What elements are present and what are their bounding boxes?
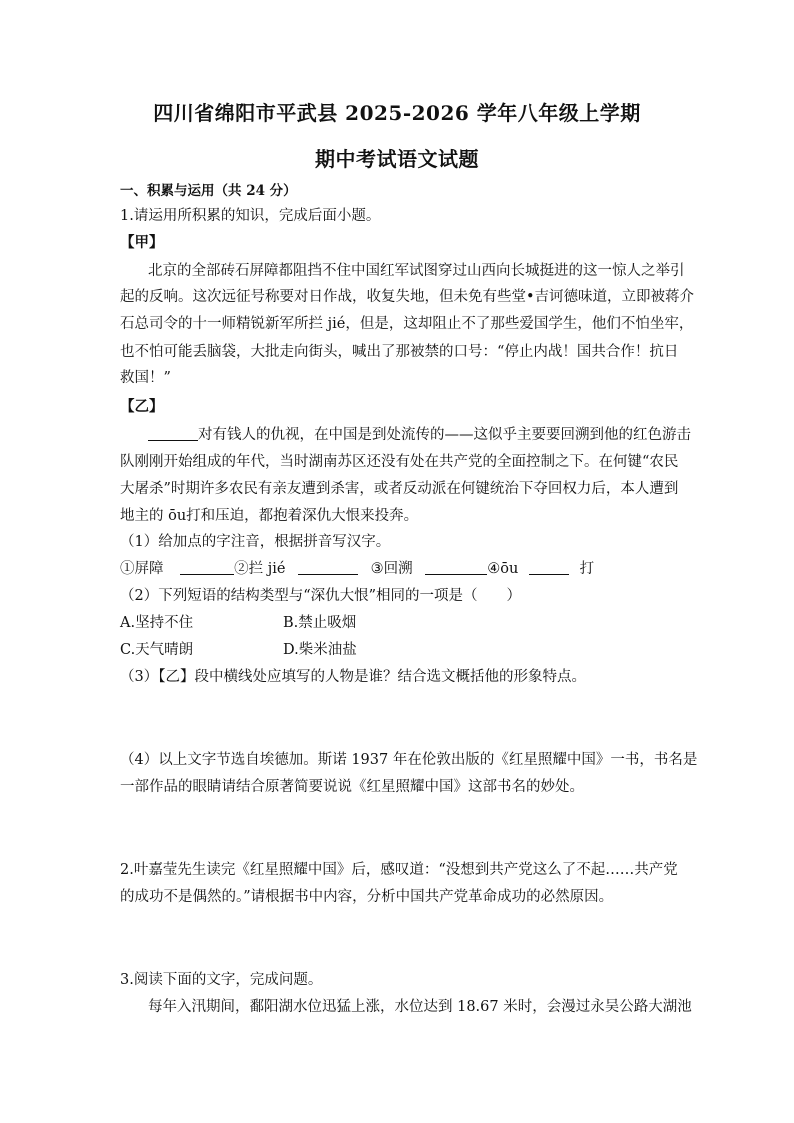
item-ou: ④ōu	[487, 561, 519, 577]
label-yi: 【乙】	[120, 398, 164, 415]
item-huisu: ③回溯	[370, 561, 413, 577]
yi-line-1-text: 对有钱人的仇视，在中国是到处流传的——这似乎主要要回溯到他的红色游击	[198, 427, 691, 443]
item-pingzhang: ①屏障	[120, 561, 164, 577]
jia-line-2: 起的反响。这次远征号称要对日作战，收复失地，但未免有些堂•吉诃德味道，立即被蒋介	[120, 289, 695, 305]
question-2-line-2: 的成功不是偶然的。”请根据书中内容，分析中国共产党革命成功的必然原因。	[120, 889, 614, 905]
jia-line-5: 救国！”	[120, 370, 171, 386]
question-1-2: （2）下列短语的结构类型与“深仇大恨”相同的一项是（ ）	[120, 588, 522, 604]
option-a[interactable]: A.坚持不住	[120, 615, 194, 631]
fill-blank-person[interactable]	[148, 426, 198, 441]
question-1-1-items	[120, 559, 680, 579]
answer-blank-2[interactable]	[298, 560, 358, 575]
question-1-3: （3）【乙】段中横线处应填写的人物是谁？结合选文概括他的形象特点。	[120, 669, 586, 685]
label-jia: 【甲】	[120, 234, 164, 251]
section-heading: 一、积累与运用（共 24 分）	[120, 183, 297, 199]
jia-line-1: 北京的全部砖石屏障都阻挡不住中国红军试图穿过山西向长城挺进的这一惊人之举引	[148, 263, 685, 279]
question-3-passage-line-1: 每年入汛期间，鄱阳湖水位迅猛上涨，水位达到 18.67 米时，会漫过永吴公路大湖池	[148, 999, 692, 1015]
yi-line-1	[148, 425, 708, 445]
item-lanjie: ②拦 jié	[234, 561, 286, 577]
answer-blank-1[interactable]	[180, 560, 234, 575]
answer-blank-4[interactable]	[529, 560, 569, 575]
jia-line-4: 也不怕可能丢脑袋，大批走向街头，喊出了那被禁的口号：“停止内战！国共合作！抗日	[120, 344, 679, 360]
question-1-1: （1）给加点的字注音，根据拼音写汉字。	[120, 534, 391, 550]
question-2-line-1: 2.叶嘉莹先生读完《红星照耀中国》后，感叹道：“没想到共产党这么了不起……共产党	[120, 862, 678, 878]
doc-title-line2: 期中考试语文试题	[315, 147, 479, 171]
answer-blank-3[interactable]	[425, 560, 487, 575]
question-3: 3.阅读下面的文字，完成问题。	[120, 972, 323, 988]
option-c[interactable]: C.天气晴朗	[120, 642, 194, 658]
yi-line-3: 大屠杀”时期许多农民有亲友遭到杀害，或者反动派在何键统治下夺回权力后，本人遭到	[120, 481, 679, 497]
jia-line-3: 石总司令的十一师精锐新军所拦 jié，但是，这却阻止不了那些爱国学生，他们不怕坐牢，	[120, 316, 694, 332]
doc-title-line1: 四川省绵阳市平武县 2025-2026 学年八年级上学期	[153, 101, 641, 125]
option-b[interactable]: B.禁止吸烟	[283, 615, 357, 631]
question-1-4-line-2: 一部作品的眼睛请结合原著简要说说《红星照耀中国》这部书名的妙处。	[120, 779, 584, 795]
item-da: 打	[579, 561, 595, 577]
yi-line-4: 地主的 ōu打和压迫，都抱着深仇大恨来投奔。	[120, 508, 419, 524]
option-d[interactable]: D.柴米油盐	[283, 642, 357, 658]
yi-line-2: 队刚刚开始组成的年代，当时湖南苏区还没有处在共产党的全面控制之下。在何键“农民	[120, 454, 679, 470]
question-1-4-line-1: （4）以上文字节选自埃德加。斯诺 1937 年在伦敦出版的《红星照耀中国》一书，书名是	[120, 752, 698, 768]
question-1-intro: 1.请运用所积累的知识，完成后面小题。	[120, 208, 381, 224]
